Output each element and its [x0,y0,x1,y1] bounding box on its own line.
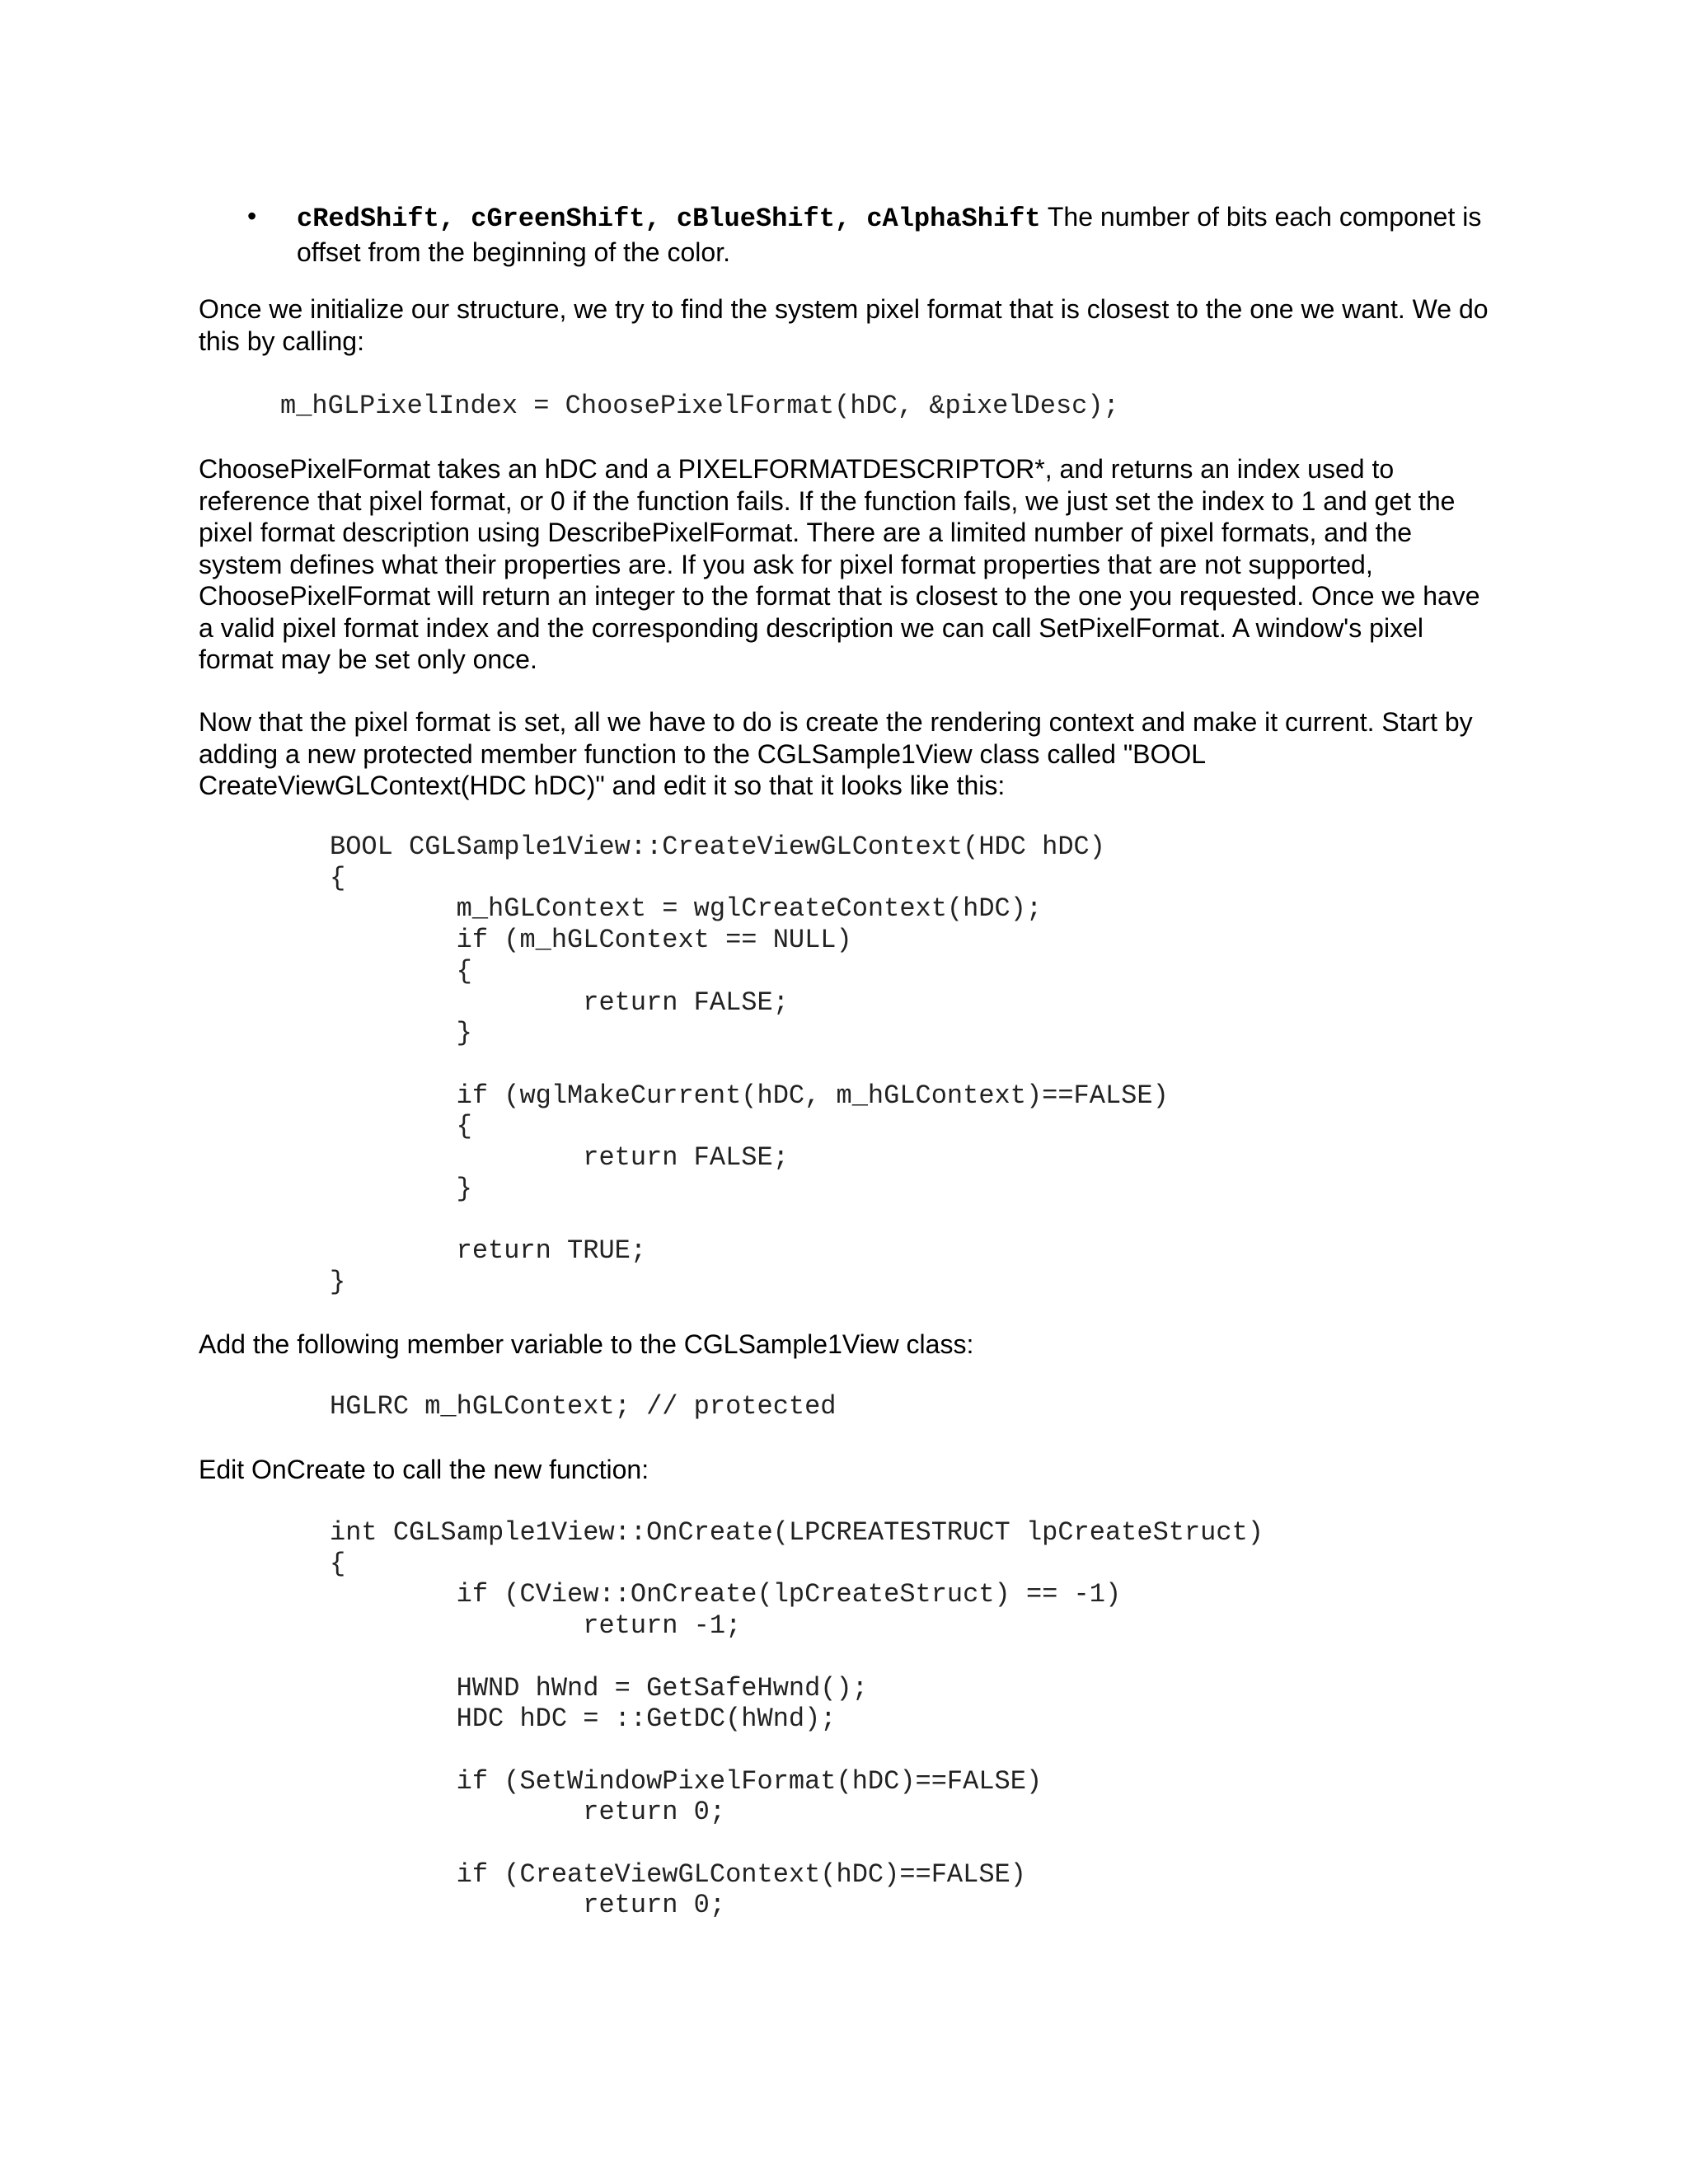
bullet-code-terms: cRedShift, cGreenShift, cBlueShift, cAlphaShift [297,204,1041,234]
paragraph-choose-explanation: ChoosePixelFormat takes an hDC and a PIXELFORMATDESCRIPTOR*, and returns an index used to reference that pixel format, or 0 if the function fails. If the function fails, we just set the index to 1 and get the pixel format description using DescribePixelFormat. There are a limited number of pixel formats, and the system defines what their properties are. If you ask for pixel format properties that are not supported, ChoosePixelFormat will return an integer to the format that is closest to the one you requested. Once we have a valid pixel format index and the corresponding description we can call SetPixelFormat. A window's pixel format may be set only once. [199,454,1480,674]
code-create-view-gl-context: BOOL CGLSample1View::CreateViewGLContext(HDC hDC) { m_hGLContext = wglCreateContext(hDC); if (m_hGLContext == NULL) { return FALSE; } if (wglMakeCurrent(hDC, m_hGLContext)==FALSE) { return FALSE; } return TRUE; } [330,832,1169,1297]
bullet-text [297,200,1500,269]
paragraph-edit-oncreate: Edit OnCreate to call the new function: [199,1455,649,1484]
paragraph-member-variable: Add the following member variable to the CGLSample1View class: [199,1329,974,1359]
code-on-create: int CGLSample1View::OnCreate(LPCREATESTRUCT lpCreateStruct) { if (CView::OnCreate(lpCreateStruct) == -1) return -1; HWND hWnd = GetSafeHwnd(); HDC hDC = ::GetDC(hWnd); if (SetWindowPixelFormat(hDC)==FALSE) return 0; if (CreateViewGLContext(hDC)==FALSE) return 0; [330,1517,1264,1921]
code-choose-pixel-format: m_hGLPixelIndex = ChoosePixelFormat(hDC, &pixelDesc); [280,391,1119,421]
bullet-symbol: • [247,201,257,231]
code-member-variable: HGLRC m_hGLContext; // protected [330,1391,837,1422]
paragraph-rendering-context: Now that the pixel format is set, all we have to do is create the rendering context and make it current. Start by adding a new protected member function to the CGLSample1View class called "BOOL CreateViewGLContext(HDC hDC)" and edit it so that it looks like this: [199,707,1473,800]
paragraph-choose-intro: Once we initialize our structure, we try to find the system pixel format that is closest to the one we want. We do this by calling: [199,294,1489,356]
bullet-description: The number of bits each componet is offset from the beginning of the color. [297,202,1482,267]
